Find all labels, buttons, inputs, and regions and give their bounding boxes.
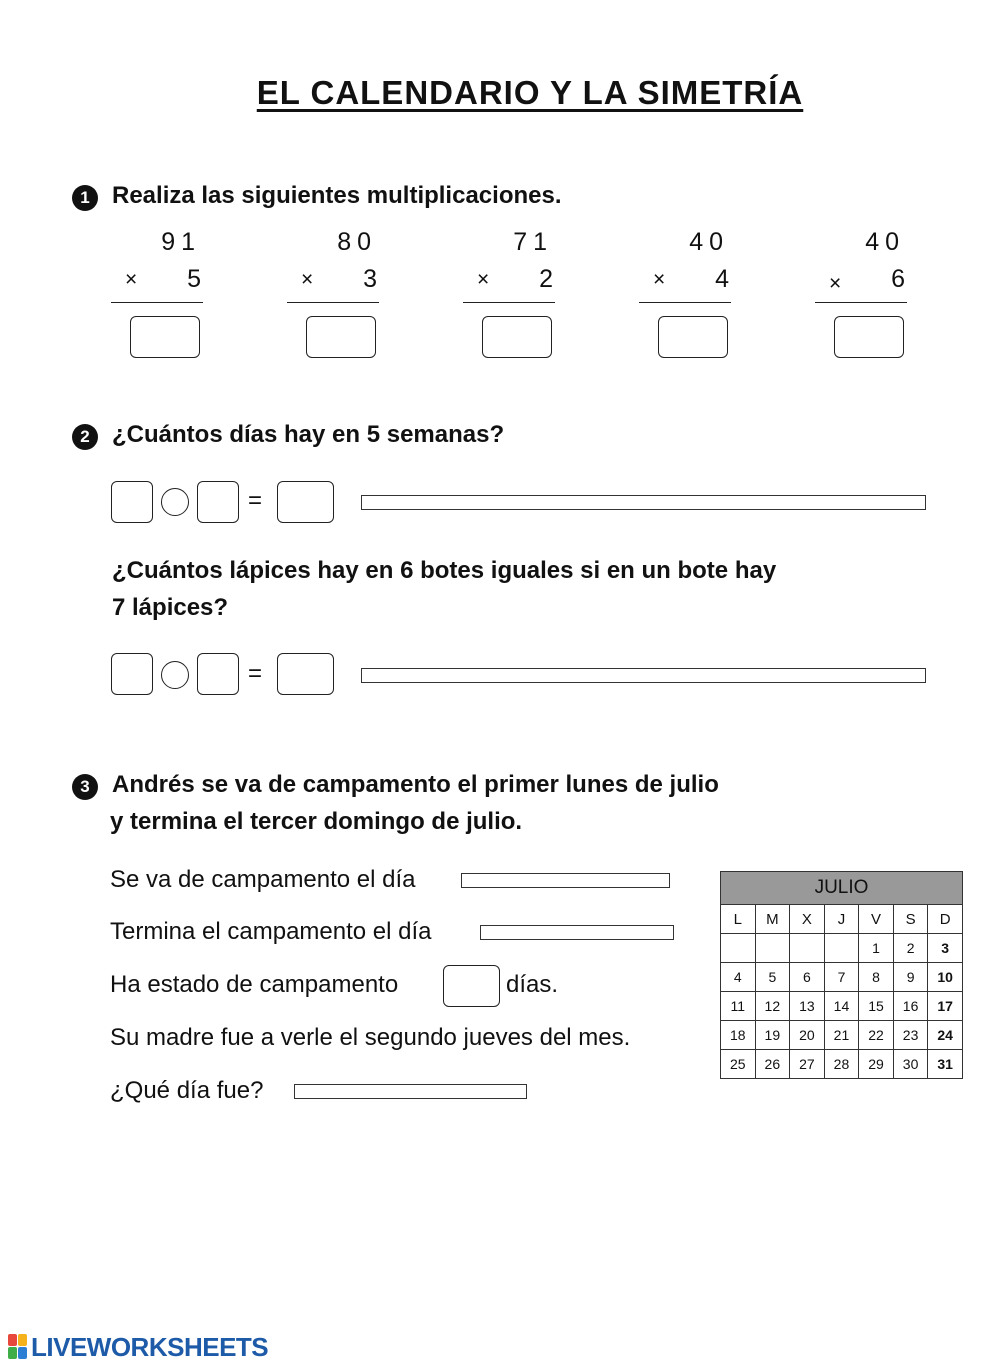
- calendar-day-sunday: 17: [928, 992, 963, 1021]
- calendar-day-sunday: 31: [928, 1050, 963, 1079]
- calendar-month: JULIO: [721, 872, 963, 905]
- which-day-label: ¿Qué día fue?: [110, 1077, 264, 1104]
- question-3-prompt-line2: y termina el tercer domingo de julio.: [110, 808, 523, 835]
- mother-visit-text: Su madre fue a verle el segundo jueves del mes.: [110, 1024, 631, 1051]
- weekday-header: V: [859, 905, 894, 934]
- start-day-label: Se va de campamento el día: [110, 866, 416, 893]
- result-line: [639, 302, 731, 303]
- result-box[interactable]: [277, 653, 334, 695]
- operand-box-2[interactable]: [197, 653, 239, 695]
- result-line: [815, 302, 907, 303]
- times-sign: ×: [125, 268, 138, 291]
- answer-line[interactable]: [361, 495, 926, 510]
- calendar-day: 6: [790, 963, 825, 992]
- times-sign: ×: [477, 268, 490, 291]
- days-label-before: Ha estado de campamento: [110, 971, 399, 998]
- calendar-day: 20: [790, 1021, 825, 1050]
- question-2-prompt-pencils-line2: 7 lápices?: [112, 594, 229, 621]
- weekday-header: D: [928, 905, 963, 934]
- calendar-day: 1: [859, 934, 894, 963]
- calendar-day: 12: [755, 992, 790, 1021]
- multiplicand: 40: [865, 228, 905, 256]
- liveworksheets-logo[interactable]: [8, 1331, 268, 1363]
- calendar-day: 14: [824, 992, 859, 1021]
- calendar-day-sunday: 3: [928, 934, 963, 963]
- end-day-label: Termina el campamento el día: [110, 918, 432, 945]
- calendar-day: 5: [755, 963, 790, 992]
- operand-box-2[interactable]: [197, 481, 239, 523]
- weekday-header: M: [755, 905, 790, 934]
- question-2-prompt-weeks: ¿Cuántos días hay en 5 semanas?: [112, 421, 505, 448]
- calendar-day-sunday: 24: [928, 1021, 963, 1050]
- multiplier: 6: [891, 265, 905, 293]
- which-day-field[interactable]: [294, 1084, 527, 1099]
- weekday-header: S: [893, 905, 928, 934]
- end-day-field[interactable]: [480, 925, 674, 940]
- calendar-day: 11: [721, 992, 756, 1021]
- calendar-day: 27: [790, 1050, 825, 1079]
- question-1-prompt: Realiza las siguientes multiplicaciones.: [112, 182, 562, 209]
- question-1-number: 1: [72, 185, 98, 211]
- result-line: [463, 302, 555, 303]
- weekday-header: J: [824, 905, 859, 934]
- calendar-day: 25: [721, 1050, 756, 1079]
- calendar-day-sunday: 10: [928, 963, 963, 992]
- calendar-day: 21: [824, 1021, 859, 1050]
- answer-box-4[interactable]: [658, 316, 728, 358]
- operand-box-1[interactable]: [111, 481, 153, 523]
- calendar-day: [755, 934, 790, 963]
- question-2-prompt-pencils-line1: ¿Cuántos lápices hay en 6 botes iguales si en un bote hay: [112, 557, 777, 584]
- calendar-day: [790, 934, 825, 963]
- calendar-day: 22: [859, 1021, 894, 1050]
- calendar-day: 2: [893, 934, 928, 963]
- multiplicand: 91: [161, 228, 201, 256]
- result-line: [111, 302, 203, 303]
- answer-box-3[interactable]: [482, 316, 552, 358]
- times-sign: ×: [653, 268, 666, 291]
- answer-box-5[interactable]: [834, 316, 904, 358]
- calendar-day: 9: [893, 963, 928, 992]
- operator-circle[interactable]: [161, 488, 189, 516]
- calendar-day: 18: [721, 1021, 756, 1050]
- multiplier: 3: [363, 265, 377, 293]
- question-2-number: 2: [72, 424, 98, 450]
- calendar-day: 13: [790, 992, 825, 1021]
- result-line: [287, 302, 379, 303]
- calendar-day: 4: [721, 963, 756, 992]
- days-label-after: días.: [506, 971, 559, 998]
- calendar-day: 16: [893, 992, 928, 1021]
- multiplier: 2: [539, 265, 553, 293]
- equals-sign: =: [248, 660, 263, 687]
- multiplicand: 80: [337, 228, 377, 256]
- answer-box-2[interactable]: [306, 316, 376, 358]
- calendar-day: 15: [859, 992, 894, 1021]
- calendar-day: 30: [893, 1050, 928, 1079]
- liveworksheets-logo-icon: [8, 1334, 28, 1360]
- calendar-day: 26: [755, 1050, 790, 1079]
- times-sign: ×: [829, 272, 842, 295]
- weekday-header: L: [721, 905, 756, 934]
- calendar-day: [824, 934, 859, 963]
- multiplicand: 40: [689, 228, 729, 256]
- page-title: EL CALENDARIO Y LA SIMETRÍA: [256, 74, 804, 111]
- multiplicand: 71: [513, 228, 553, 256]
- calendar-day: 19: [755, 1021, 790, 1050]
- calendar-day: 8: [859, 963, 894, 992]
- multiplier: 5: [187, 265, 201, 293]
- answer-line[interactable]: [361, 668, 926, 683]
- days-count-box[interactable]: [443, 965, 500, 1007]
- calendar-day: 7: [824, 963, 859, 992]
- logo-text: LIVEWORKSHEETS: [31, 1331, 269, 1362]
- question-3-number: 3: [72, 774, 98, 800]
- calendar-day: 29: [859, 1050, 894, 1079]
- times-sign: ×: [301, 268, 314, 291]
- multiplier: 4: [715, 265, 729, 293]
- equals-sign: =: [248, 487, 263, 514]
- july-calendar: [720, 871, 963, 1079]
- calendar-day: 23: [893, 1021, 928, 1050]
- calendar-day: [721, 934, 756, 963]
- operand-box-1[interactable]: [111, 653, 153, 695]
- weekday-header: X: [790, 905, 825, 934]
- operator-circle[interactable]: [161, 661, 189, 689]
- start-day-field[interactable]: [461, 873, 670, 888]
- question-3-prompt-line1: Andrés se va de campamento el primer lunes de julio: [112, 771, 719, 798]
- calendar-day: 28: [824, 1050, 859, 1079]
- answer-box-1[interactable]: [130, 316, 200, 358]
- result-box[interactable]: [277, 481, 334, 523]
